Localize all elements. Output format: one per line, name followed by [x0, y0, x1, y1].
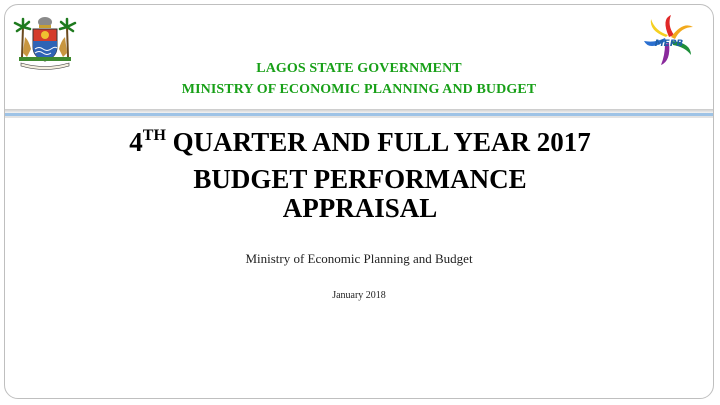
title-line-2: BUDGET PERFORMANCE — [193, 164, 527, 194]
government-title: LAGOS STATE GOVERNMENT — [256, 61, 462, 76]
subtitle: Ministry of Economic Planning and Budget — [245, 251, 473, 266]
title-line-1 — [25, 126, 695, 158]
ministry-title: MINISTRY OF ECONOMIC PLANNING AND BUDGET — [181, 82, 537, 97]
header-divider-lower — [5, 116, 713, 118]
mepb-logo-icon — [641, 13, 697, 67]
slide — [4, 4, 714, 399]
title-line-1-text: QUARTER AND FULL YEAR 2017 — [165, 127, 591, 157]
title-ordinal-suffix: TH — [142, 127, 166, 144]
mepb-logo-text: MEPB — [654, 39, 684, 49]
title-quarter-number: 4 — [129, 127, 143, 157]
title-line-3: APPRAISAL — [282, 193, 438, 223]
date: January 2018 — [332, 290, 386, 301]
